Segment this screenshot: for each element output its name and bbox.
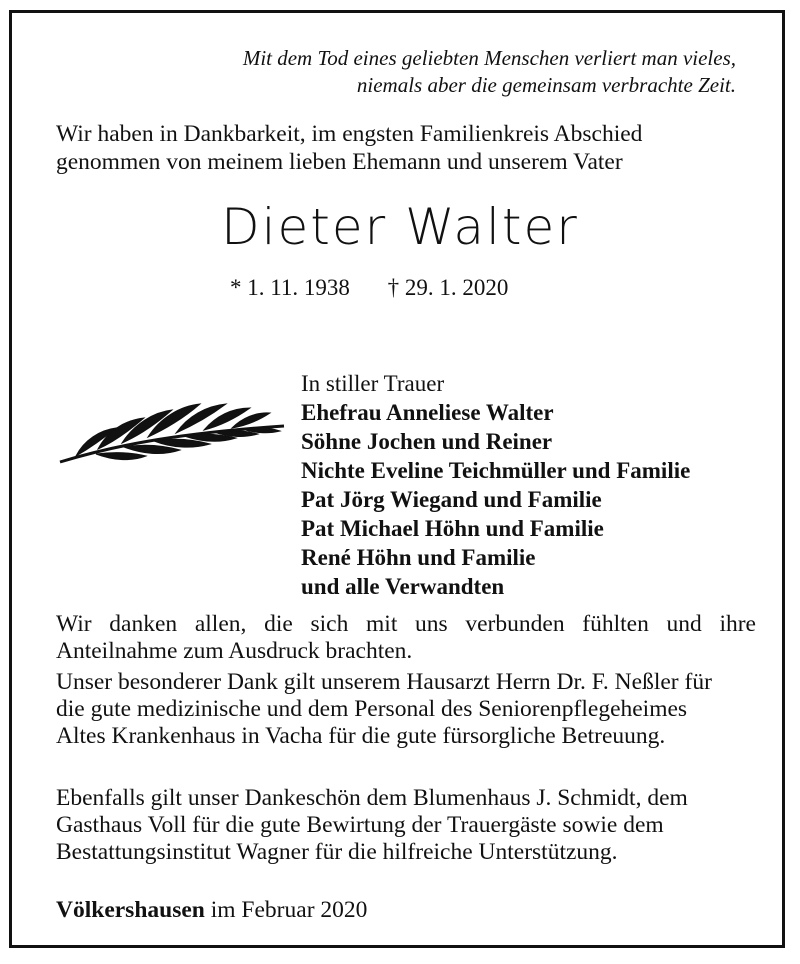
motto-line: Mit dem Tod eines geliebten Menschen verliert man vieles, (242, 46, 736, 70)
mourner-entry: Pat Jörg Wiegand und Familie (301, 487, 602, 512)
obituary-frame (9, 10, 785, 948)
life-dates (230, 275, 508, 301)
place-and-date (56, 897, 367, 924)
mourner-entry: und alle Verwandten (301, 574, 505, 599)
birth-date: * 1. 11. 1938 (230, 275, 350, 300)
deceased-name: Dieter Walter (221, 198, 579, 256)
mourner-entry: Pat Michael Höhn und Familie (301, 516, 604, 541)
closing-date: im Februar 2020 (210, 897, 368, 923)
thanks-paragraph: Ebenfalls gilt unser Dankeschön dem Blumenhaus J. Schmidt, dem Gasthaus Voll für die gute Bewirtung der Trauergäste sowie dem Bestattungsinstitut Wagner für die hilfreiche Unterstützung. (56, 785, 688, 865)
mourner-entry: René Höhn und Familie (301, 545, 536, 570)
palm-branch-icon (56, 386, 288, 468)
thanks-paragraph: Unser besonderer Dank gilt unserem Hausarzt Herrn Dr. F. Neßler für die gute medizinische und dem Personal des Seniorenpflegeheimes Altes Krankenhaus in Vacha für die gute fürsorgliche Betreuung. (56, 669, 712, 749)
intro-text (56, 120, 756, 176)
mourner-entry: Ehefrau Anneliese Walter (301, 400, 554, 425)
mourner-entry: Söhne Jochen und Reiner (301, 429, 553, 454)
place-name: Völkershausen (56, 897, 205, 923)
mourning-intro: In stiller Trauer (301, 371, 445, 396)
mourners-list (301, 369, 690, 601)
motto-quote (243, 45, 736, 99)
thanks-paragraph: Wir danken allen, die sich mit uns verbunden fühlten und ihre Anteilnahme zum Ausdruck brachten. (56, 611, 756, 664)
intro-line: Wir haben in Dankbarkeit, im engsten Familienkreis Abschied (56, 121, 643, 147)
death-date: † 29. 1. 2020 (387, 275, 509, 300)
intro-line: genommen von meinem lieben Ehemann und unserem Vater (56, 149, 623, 175)
mourner-entry: Nichte Eveline Teichmüller und Familie (301, 458, 691, 483)
motto-line: niemals aber die gemeinsam verbrachte Zeit. (356, 73, 736, 97)
